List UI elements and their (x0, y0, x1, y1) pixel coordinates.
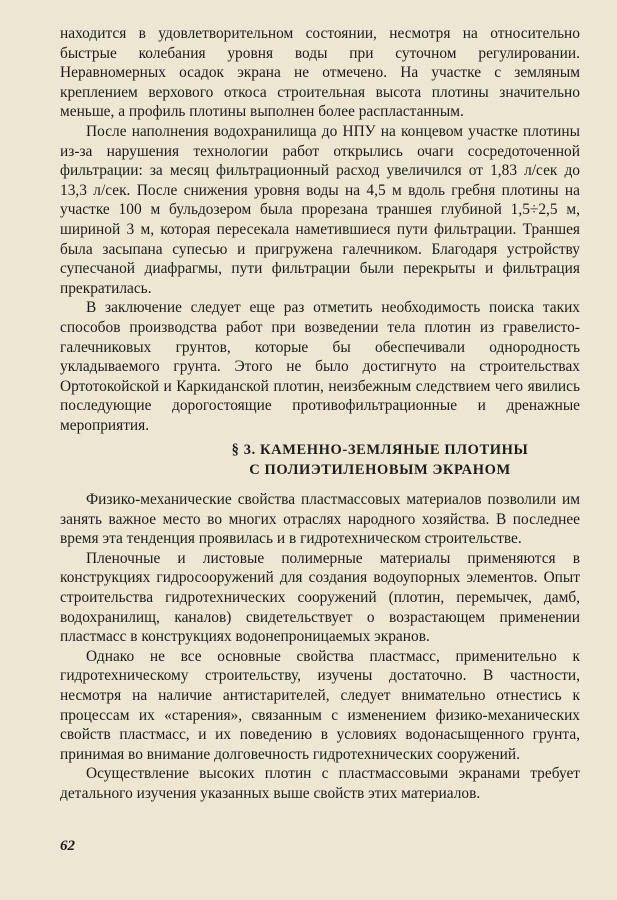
paragraph: Однако не все основные свойства пластмасс, применительно к гидротехническому строительству, изучены достаточно. В частности, несмотря на наличие антистарителей, следует внимательно отнестись к процессам их «старения», связанным с изменением физико-механических свойств пластмасс, и их поведению в условиях водонасыщенного грунта, принимая во внимание долговечность гидротехнических сооружений. (60, 647, 580, 763)
section-heading-line: § 3. КАМЕННО-ЗЕМЛЯНЫЕ ПЛОТИНЫ (231, 442, 529, 458)
paragraph: Пленочные и листовые полимерные материалы применяются в конструкциях гидросооружений для создания водоупорных элементов. Опыт строительства гидротехнических сооружений (плотин, перемычек, дамб, водохранилищ, каналов) свидетельствует о возрастающем применении пластмасс в конструкциях водонепроницаемых экранов. (60, 549, 580, 646)
bottom-text-block (60, 490, 580, 804)
section-heading (220, 440, 540, 480)
paragraph: Осуществление высоких плотин с пластмассовыми экранами требует детального изучения указанных выше свойств этих материалов. (60, 765, 580, 802)
paragraph: После наполнения водохранилища до НПУ на концевом участке плотины из-за нарушения технологии работ открылись очаги сосредоточенной фильтрации: за месяц фильтрационный расход увеличился от 1,83 л/сек до 13,3 л/сек. После снижения уровня воды на 4,5 м вдоль гребня плотины на участке 100 м бульдозером была прорезана траншея глубиной 1,5÷2,5 м, шириной 3 м, которая пересекала наметившиеся пути фильтрации. Траншея была засыпана супесью и пригружена галечником. Благодаря устройству супесчаной диафрагмы, пути фильтрации были перекрыты и фильтрация прекратилась. (60, 122, 580, 297)
paragraph: Физико-механические свойства пластмассовых материалов позволили им занять важное место во многих отраслях народного хозяйства. В последнее время эта тенденция проявилась и в гидротехническом строительстве. (60, 491, 580, 548)
paragraph: В заключение следует еще раз отметить необходимость поиска таких способов производства работ при возведении тела плотин из гравелисто-галечниковых грунтов, которые бы обеспечивали однородность укладываемого грунта. Этого не было достигнуто на строительствах Ортотокойской и Каркиданской плотин, неизбежным следствием чего явились последующие дорогостоящие противофильтрационные и дренажные мероприятия. (60, 299, 580, 434)
page-number: 62 (60, 838, 75, 854)
paragraph: находится в удовлетворительном состоянии, несмотря на относительно быстрые колебания уровня воды при суточном регулировании. Неравномерных осадок экрана не отмечено. На участке с земляным креплением верхового откоса строительная высота плотины значительно меньше, а профиль плотины выполнен более распластанным. (60, 25, 580, 121)
section-heading-line: С ПОЛИЭТИЛЕНОВЫМ ЭКРАНОМ (249, 462, 511, 478)
top-text-block (60, 24, 580, 435)
